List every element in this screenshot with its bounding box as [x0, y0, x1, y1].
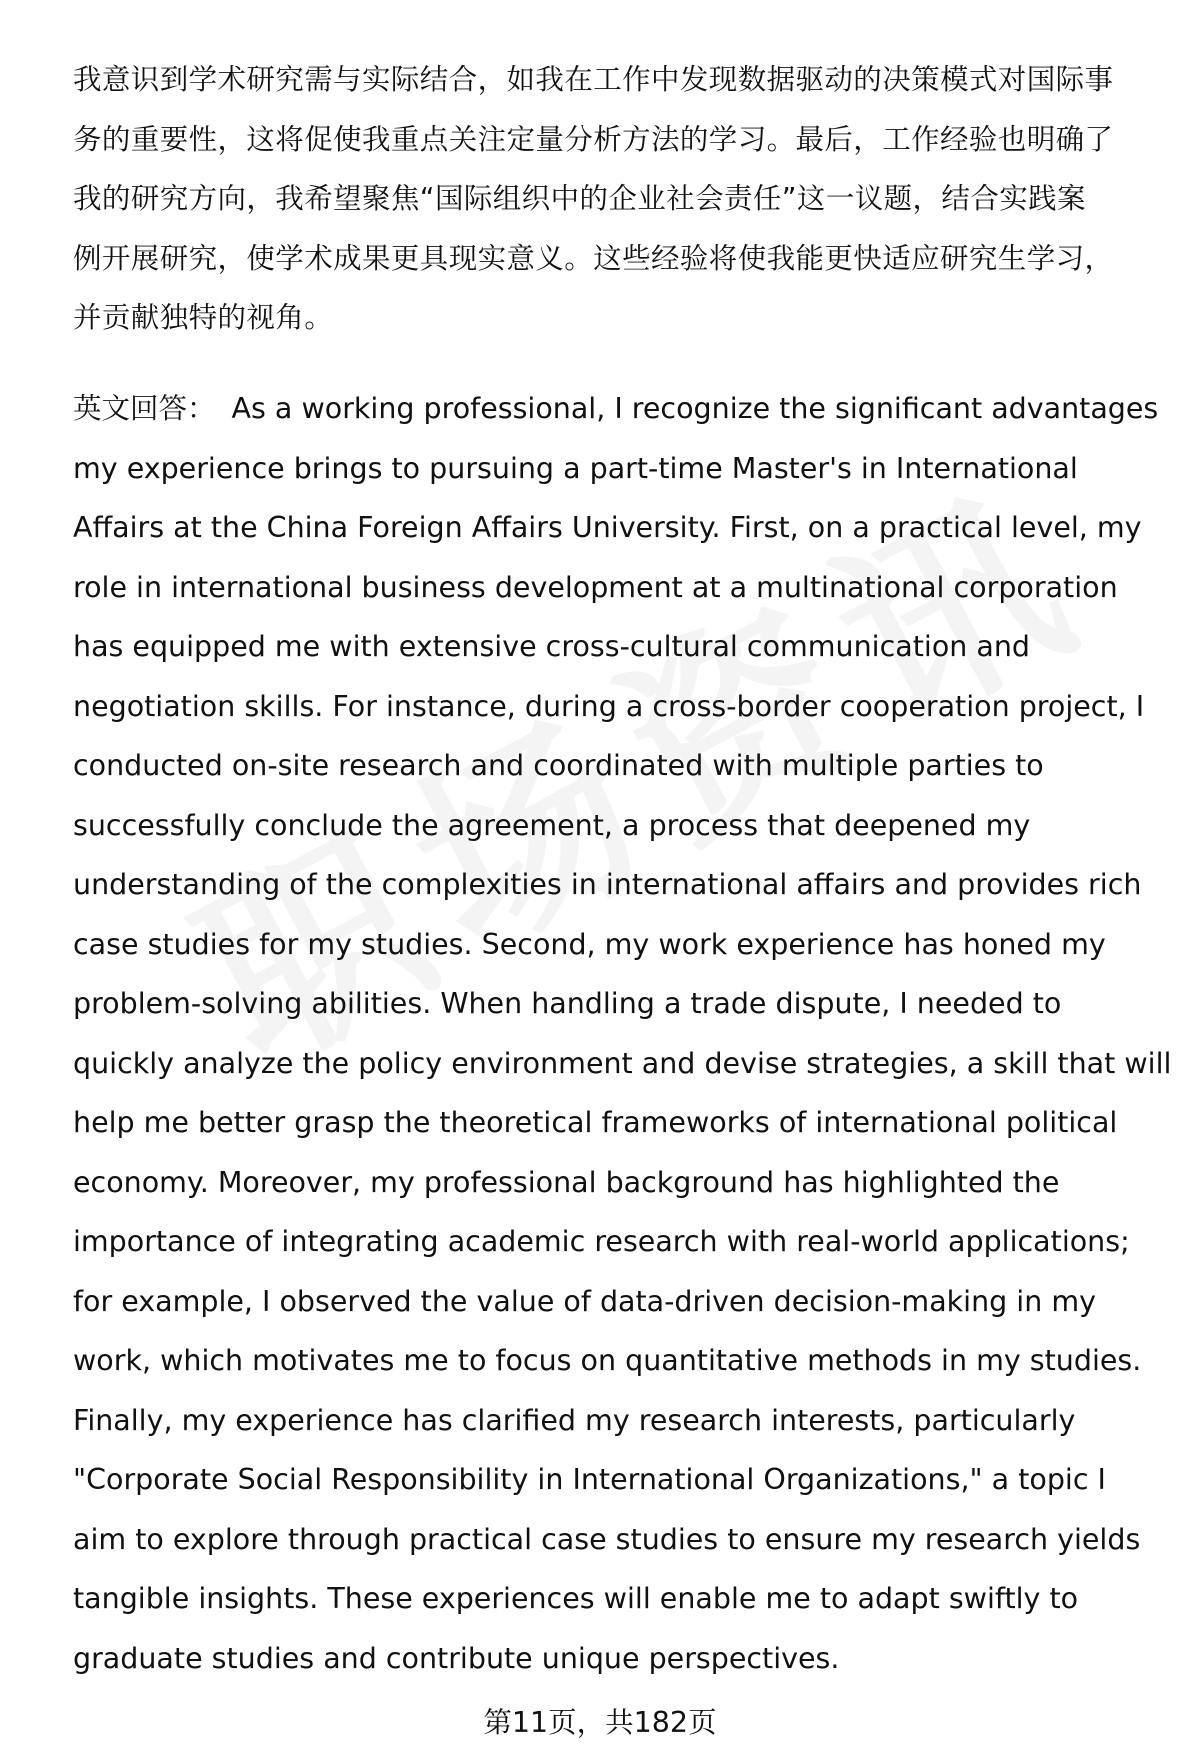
paragraph-line: 务的重要性，这将促使我重点关注定量分析方法的学习。最后，工作经验也明确了 [73, 122, 1114, 156]
paragraph-line: understanding of the complexities in international affairs and provides rich [73, 868, 1142, 901]
paragraph-line: for example, I observed the value of data-driven decision-making in my [73, 1284, 1096, 1318]
paragraph-line: problem-solving abilities. When handling a trade dispute, I needed to [73, 987, 1062, 1020]
paragraph-line: work, which motivates me to focus on quantitative methods in my studies. [73, 1344, 1142, 1377]
page-footer [0, 1705, 1200, 1741]
paragraph-line: help me better grasp the theoretical frameworks of international political [73, 1106, 1118, 1139]
paragraph-line: 我意识到学术研究需与实际结合，如我在工作中发现数据驱动的决策模式对国际事 [73, 63, 1114, 96]
paragraph-line: negotiation skills. For instance, during a cross-border cooperation project, I [73, 689, 1145, 723]
page-indicator: 第11页，共182页 [483, 1706, 717, 1739]
paragraph-line: tangible insights. These experiences will enable me to adapt swiftly to [73, 1582, 1079, 1615]
paragraph-line: 并贡献独特的视角。 [73, 301, 334, 334]
english-answer-paragraph [73, 379, 1172, 1688]
paragraph-line: my experience brings to pursuing a part-time Master's in International [73, 451, 1078, 485]
paragraph-line: case studies for my studies. Second, my work experience has honed my [73, 927, 1106, 961]
paragraph-line: Affairs at the China Foreign Affairs University. First, on a practical level, my [73, 511, 1142, 544]
paragraph-line: 我的研究方向，我希望聚焦“国际组织中的企业社会责任”这一议题，结合实践案 [73, 182, 1086, 215]
answer-label: 英文回答： [73, 392, 216, 425]
paragraph-line: has equipped me with extensive cross-cultural communication and [73, 630, 1030, 663]
paragraph-line: 例开展研究，使学术成果更具现实意义。这些经验将使我能更快适应研究生学习， [73, 241, 1114, 275]
answer-text: As a working professional, I recognize the significant advantages [231, 392, 1159, 425]
paragraph-line: economy. Moreover, my professional background has highlighted the [73, 1165, 1060, 1199]
paragraph-line: conducted on-site research and coordinated with multiple parties to [73, 749, 1044, 782]
paragraph-line: aim to explore through practical case studies to ensure my research yields [73, 1522, 1141, 1556]
paragraph-line: importance of integrating academic research with real-world applications; [73, 1225, 1130, 1258]
paragraph-line: quickly analyze the policy environment and devise strategies, a skill that will [73, 1046, 1172, 1080]
paragraph-line [73, 379, 1159, 439]
chinese-paragraph [73, 50, 1153, 348]
paragraph-line: "Corporate Social Responsibility in International Organizations," a topic I [73, 1463, 1106, 1496]
paragraph-line: graduate studies and contribute unique perspectives. [73, 1641, 840, 1675]
paragraph-line: Finally, my experience has clarified my research interests, particularly [73, 1403, 1076, 1437]
paragraph-line: successfully conclude the agreement, a process that deepened my [73, 808, 1031, 842]
paragraph-line: role in international business development at a multinational corporation [73, 570, 1118, 604]
